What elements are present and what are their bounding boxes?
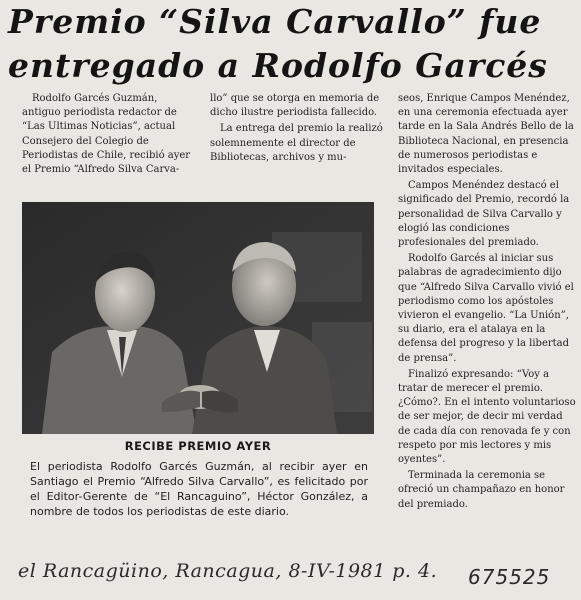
- photo-caption: El periodista Rodolfo Garcés Guzmán, al recibir ayer en Santiago el Premio “Alfredo Silva Carvallo”, es felicitado por el Editor-Gerente de “El Rancaguino”, Héctor González, a nombre de todos los periodistas de este diario.: [30, 460, 368, 518]
- archive-number: 675525: [468, 565, 551, 589]
- article-paragraph: La entrega del premio la realizó solemnemente el director de Bibliotecas, archivos y mu-: [210, 123, 383, 163]
- news-photo: [22, 202, 374, 434]
- headline-line-1: Premio “Silva Carvallo” fue: [8, 2, 542, 41]
- headline-line-2: entregado a Rodolfo Garcés: [8, 46, 548, 85]
- handwritten-source-note: el Rancagüino, Rancagua, 8-IV-1981 p. 4.: [18, 560, 438, 582]
- photo-caption-title: RECIBE PREMIO AYER: [124, 439, 272, 453]
- article-paragraph: Finalizó expresando: “Voy a tratar de merecer el premio. ¿Cómo?. En el intento voluntarioso de ser mejor, de decir mi verdad de cada día con renovada fe y con respeto por mis lectores y mis oyentes”.: [398, 368, 576, 466]
- article-paragraph: llo” que se otorga en memoria de dicho ilustre periodista fallecido.: [210, 93, 380, 119]
- article-paragraph: Terminada la ceremonia se ofreció un champañazo en honor del premiado.: [398, 470, 565, 510]
- article-column-2: [210, 92, 393, 165]
- article-column-1: [22, 92, 198, 177]
- photo-two-men-handshake: [22, 202, 374, 434]
- article-paragraph: Rodolfo Garcés al iniciar sus palabras de agradecimiento dijo que “Alfredo Silva Carvallo vivió el periodismo como los apóstoles vivieron el evangelio. “La Unión”, su diario, era el atalaya en la defensa del progreso y la libertad de prensa”.: [398, 253, 574, 364]
- article-paragraph: seos, Enrique Campos Menéndez, en una ceremonia efectuada ayer tarde en la Sala Andrés Bello de la Biblioteca Nacional, en presencia de numerosos periodistas e invitados especiales.: [398, 93, 574, 176]
- article-paragraph: Campos Menéndez destacó el significado del Premio, recordó la personalidad de Silva Carvallo y elogió las condiciones profesionales del premiado.: [398, 180, 570, 249]
- article-column-3: [398, 92, 576, 512]
- headline: [8, 0, 578, 88]
- article-paragraph: Rodolfo Garcés Guzmán, antiguo periodista redactor de “Las Ultimas Noticias”, actual Consejero del Colegio de Periodistas de Chile, recibió ayer el Premio “Alfredo Silva Carva-: [22, 93, 191, 176]
